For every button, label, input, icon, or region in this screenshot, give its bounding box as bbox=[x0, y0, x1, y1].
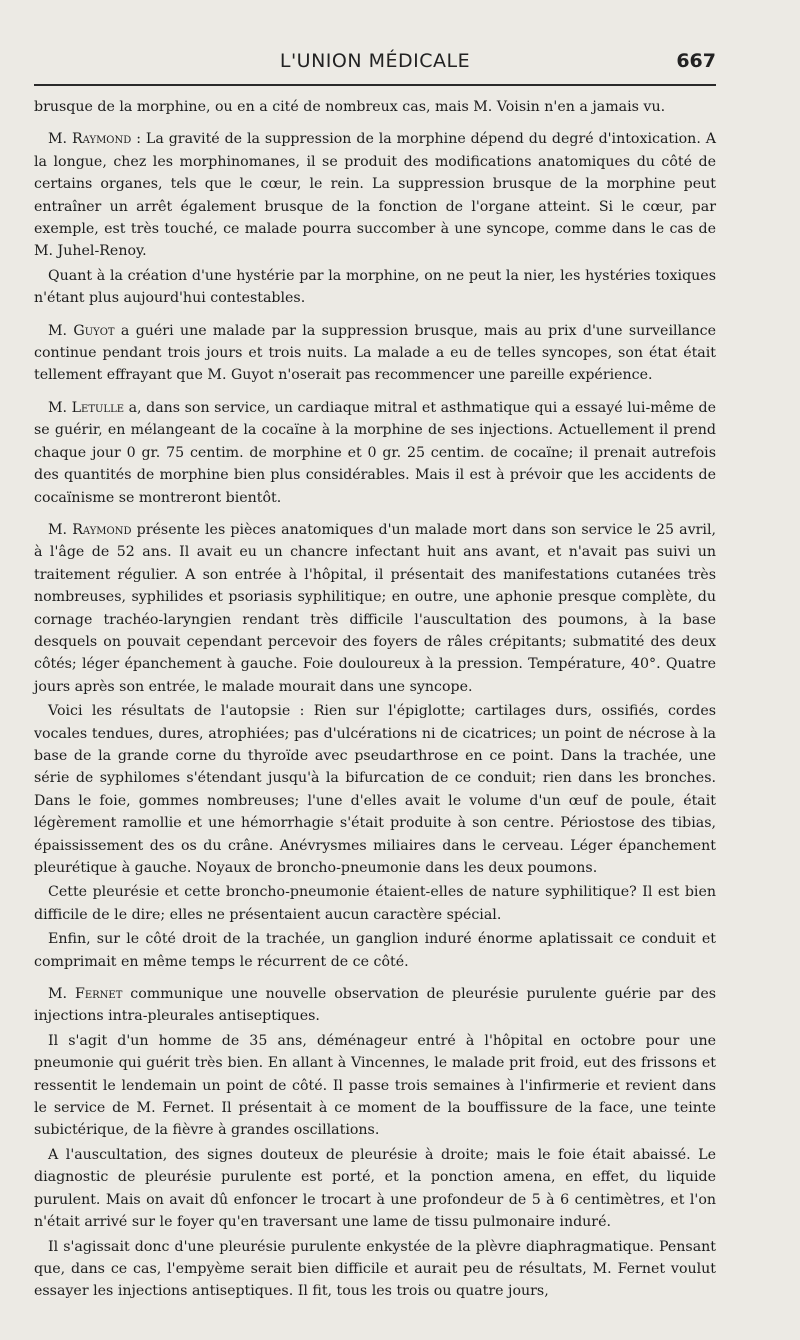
paragraph-text: brusque de la morphine, ou en a cité de nombreux cas, mais M. Voisin n'en a jamais vu. bbox=[34, 99, 666, 115]
speaker-prefix: M. bbox=[48, 399, 72, 416]
paragraph-text: Il s'agit d'un homme de 35 ans, déménageur entré à l'hôpital en octobre pour une pneumonie qui guérit très bien. En allant à Vincennes, le malade prit froid, eut des frissons et ressentit le lendemain un point de côté. Il passe trois semaines à l'infirmerie et revient dans le service de M. Fernet. Il présentait à ce moment de la bouffissure de la face, une teinte subictérique, de la fièvre à grandes oscillations. bbox=[34, 1032, 716, 1139]
paragraph-text: présente les pièces anatomiques d'un malade mort dans son service le 25 avril, à l'âge de 52 ans. Il avait eu un chancre infectant huit ans avant, et n'avait pas suivi un traitement régulier. A son entrée à l'hôpital, il présentait des manifestations cutanées très nombreuses, syphilides et psoriasis syphilitique; en outre, une aphonie presque complète, du cornage trachéo-laryngien rendant très difficile l'auscultation des poumons, à la base desquels on pouvait cependant percevoir des foyers de râles crépitants; submatité des deux côtés; léger épanchement à gauche. Foie douloureux à la pression. Température, 40°. Quatre jours après son entrée, le malade mourait dans une syncope. bbox=[34, 521, 717, 695]
running-head: L'UNION MÉDICALE bbox=[279, 50, 471, 72]
header-rule bbox=[34, 84, 716, 86]
paragraph bbox=[34, 1144, 716, 1234]
paragraph-text: : La gravité de la suppression de la morphine dépend du degré d'intoxication. A la longue, chez les morphinomanes, il se produit des modifications anatomiques du côté de certains organes, tels que le cœur, le rein. La suppression brusque de la morphine peut entraîner un arrêt également brusque de la fonction de l'organe atteint. Si le cœur, par exemple, est très touché, ce malade pourra succomber à une syncope, comme dans le cas de M. Juhel-Renoy. bbox=[34, 131, 716, 260]
page-number: 667 bbox=[676, 50, 716, 72]
paragraph-text: Cette pleurésie et cette broncho-pneumonie étaient-elles de nature syphilitique? Il est bien difficile de le dire; elles ne présentaient aucun caractère spécial. bbox=[34, 884, 716, 923]
speaker-name: Letulle bbox=[71, 399, 125, 416]
paragraph bbox=[34, 881, 716, 926]
paragraph bbox=[34, 96, 716, 118]
paragraph-text: a guéri une malade par la suppression brusque, mais au prix d'une surveillance continue pendant trois jours et trois nuits. La malade a eu de telles syncopes, son état était tellement effrayant que M. Guyot n'oserait pas recommencer une pareille expérience. bbox=[34, 322, 716, 384]
paragraph bbox=[34, 983, 716, 1028]
speaker-prefix: M. bbox=[48, 986, 75, 1003]
paragraph-text: Voici les résultats de l'autopsie : Rien sur l'épiglotte; cartilages durs, ossifiés, cordes vocales tendues, dures, atrophiées; pas d'ulcérations ni de cicatrices; un point de nécrose à la base de la grande corne du thyroïde avec pseudarthrose en ce point. Dans la trachée, une série de syphilomes s'étendant jusqu'à la bifurcation de ce conduit; rien dans les bronches. Dans le foie, gommes nombreuses; l'une d'elles avait le volume d'un œuf de poule, était légèrement ramollie et une hémorrhagie s'était produite à son centre. Périostose des tibias, épaississement des os du crâne. Anévrysmes miliaires dans le cerveau. Léger épanchement pleurétique à gauche. Noyaux de broncho-pneumonie dans les deux poumons. bbox=[34, 703, 716, 876]
body-text bbox=[34, 96, 716, 1305]
paragraph bbox=[34, 928, 716, 973]
speaker-name: Fernet bbox=[74, 986, 123, 1003]
paragraph-text: a, dans son service, un cardiaque mitral et asthmatique qui a essayé lui-même de se guérir, en mélangeant de la cocaïne à la morphine de ses injections. Actuellement il prend chaque jour 0 gr. 75 centim. de morphine et 0 gr. 25 centim. de cocaïne; il prenait autrefois des quantités de morphine bien plus considérables. Mais il est à prévoir que les accidents de cocaïnisme se montreront bientôt. bbox=[34, 399, 716, 506]
speaker-prefix: M. bbox=[48, 322, 74, 339]
speaker-prefix: M. bbox=[48, 521, 73, 538]
paragraph bbox=[34, 519, 716, 698]
paragraph bbox=[34, 1030, 716, 1142]
page-header bbox=[34, 50, 716, 80]
speaker-name: Guyot bbox=[73, 322, 115, 339]
paragraph bbox=[34, 397, 716, 509]
paragraph bbox=[34, 128, 716, 262]
paragraph-text: Il s'agissait donc d'une pleurésie purulente enkystée de la plèvre diaphragmatique. Pensant que, dans ce cas, l'empyème serait bien difficile et aurait peu de résultats, M. Fernet voulut essayer les injections antiseptiques. Il fit, tous les trois ou quatre jours, bbox=[34, 1238, 716, 1300]
paragraph-text: communique une nouvelle observation de pleurésie purulente guérie par des injections intra-pleurales antiseptiques. bbox=[34, 986, 716, 1025]
speaker-name: Raymond bbox=[72, 521, 132, 538]
paragraph bbox=[34, 265, 716, 310]
speaker-prefix: M. bbox=[48, 131, 72, 148]
paragraph-text: A l'auscultation, des signes douteux de pleurésie à droite; mais le foie était abaissé. Le diagnostic de pleurésie purulente est porté, et la ponction amena, en effet, du liquide purulent. Mais on avait dû enfoncer le trocart à une profondeur de 5 à 6 centimètres, et l'on n'était arrivé sur le foyer qu'en traversant une lame de tissu pulmonaire induré. bbox=[34, 1146, 716, 1231]
paragraph-text: Enfin, sur le côté droit de la trachée, un ganglion induré énorme aplatissait ce conduit et comprimait en même temps le récurrent de ce côté. bbox=[34, 931, 716, 970]
speaker-name: Raymond bbox=[71, 131, 132, 148]
paragraph bbox=[34, 700, 716, 879]
paragraph bbox=[34, 320, 716, 387]
paragraph-text: Quant à la création d'une hystérie par la morphine, on ne peut la nier, les hystéries toxiques n'étant plus aujourd'hui contestables. bbox=[34, 267, 716, 307]
paragraph bbox=[34, 1236, 716, 1303]
